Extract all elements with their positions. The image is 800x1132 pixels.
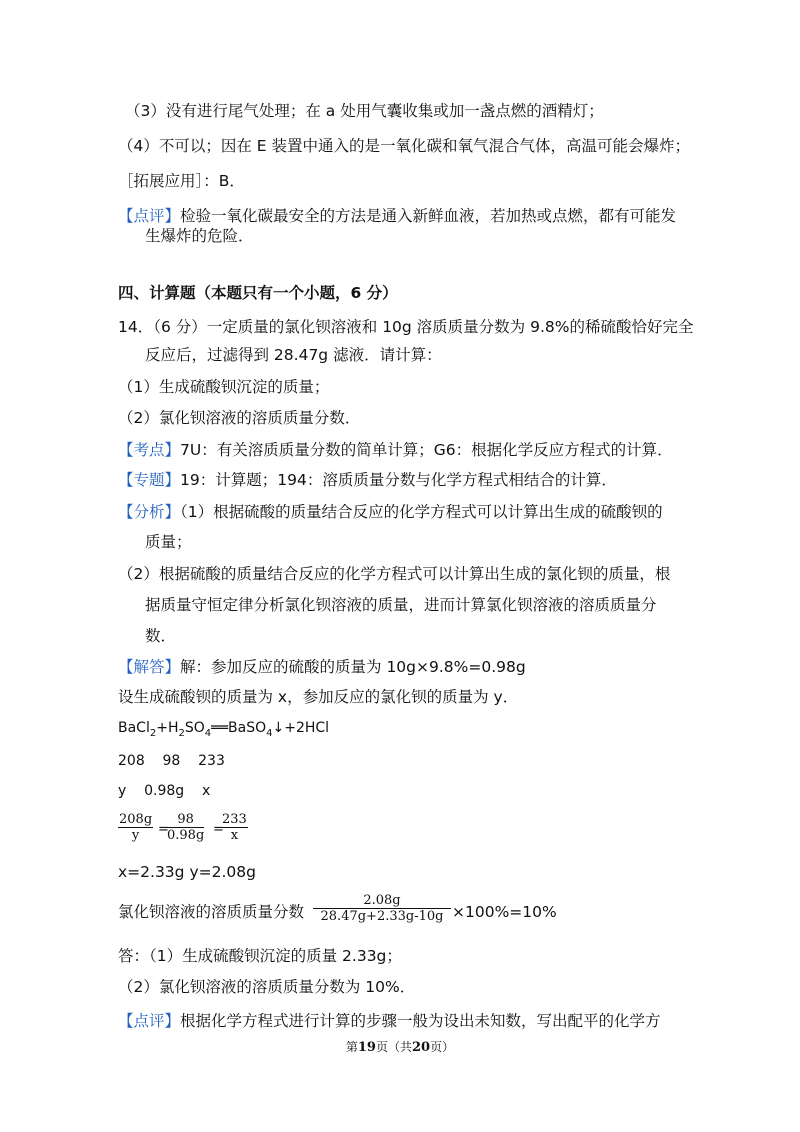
chemical-equation: $BaCl_2+H_2SO_4══BaSO_4↓+2HCl$	[118, 720, 330, 739]
page-footer: 第19页（共20页）	[345, 1040, 455, 1055]
question-14: 14．（6 分）一定质量的氯化钡溶液和 10g 溶质质量分数为 9.8%的稀硫酸恰好完全	[118, 318, 694, 336]
jieda-text: 解：参加反应的硫酸的质量为 10g×9.8%=0.98g	[180, 658, 526, 676]
comment-line	[118, 206, 676, 226]
percentage-suffix: ×100%=10%	[452, 903, 557, 921]
section-title: 四、计算题（本题只有一个小题，6 分）	[118, 284, 398, 302]
kaodian-tag: 【考点】	[118, 441, 181, 459]
equals-sign: =	[213, 822, 224, 837]
zhuanti-tag: 【专题】	[118, 471, 181, 489]
zhuanti-line	[118, 470, 617, 490]
extension-answer: ［拓展应用］：B．	[118, 172, 245, 190]
fenxi-line-c: （2）根据硫酸的质量结合反应的化学方程式可以计算出生成的氯化钡的质量，根	[118, 565, 671, 583]
page-number: 19	[357, 1040, 376, 1055]
answer-2: （2）氯化钡溶液的溶质质量分数为 10%．	[118, 978, 416, 996]
comment-tag: 【点评】	[118, 207, 181, 225]
question-14-part1: （1）生成硫酸钡沉淀的质量；	[118, 378, 330, 396]
question-14-part2: （2）氯化钡溶液的溶质质量分数．	[118, 409, 361, 427]
kaodian-line	[118, 440, 673, 460]
jieda-line	[118, 657, 526, 677]
fenxi-text: （1）根据硫酸的质量结合反应的化学方程式可以计算出生成的硫酸钡的	[180, 503, 663, 521]
dianping-text: 根据化学方程式进行计算的步骤一般为设出未知数，写出配平的化学方	[180, 1012, 661, 1030]
comment-line-cont: 生爆炸的危险．	[145, 227, 254, 245]
fenxi-line-d: 据质量守恒定律分析氯化钡溶液的质量，进而计算氯化钡溶液的溶质质量分	[145, 596, 657, 614]
jieda-tag: 【解答】	[118, 658, 181, 676]
answer-1: 答：（1）生成硫酸钡沉淀的质量 2.33g；	[118, 947, 402, 965]
known-values: y 0.98g x	[118, 783, 211, 799]
question-14-cont: 反应后，过滤得到 28.47g 滤液．请计算：	[145, 346, 442, 364]
answer-line-4: （4）不可以；因在 E 装置中通入的是一氧化碳和氧气混合气体，高温可能会爆炸；	[118, 137, 691, 155]
equals-sign: =	[158, 822, 169, 837]
fraction-233-x: $\frac{233}{x}$	[222, 812, 247, 843]
zhuanti-text: 19：计算题；194：溶质质量分数与化学方程式相结合的计算．	[180, 471, 617, 489]
molar-masses: 208 98 233	[118, 753, 225, 769]
fenxi-line-e: 数．	[145, 627, 177, 645]
fenxi-tag: 【分析】	[118, 503, 181, 521]
kaodian-text: 7U：有关溶质质量分数的简单计算；G6：根据化学反应方程式的计算．	[180, 441, 673, 459]
percentage-prefix: 氯化钡溶液的溶质质量分数	[118, 903, 305, 921]
result-line: x=2.33g y=2.08g	[118, 863, 256, 881]
dianping-tag: 【点评】	[118, 1012, 181, 1030]
dianping-line	[118, 1011, 661, 1031]
answer-line-3: （3）没有进行尾气处理；在 a 处用气囊收集或加一盏点燃的酒精灯；	[125, 102, 604, 120]
fraction-98-0.98g: $\frac{98}{0.98g}$	[167, 812, 205, 843]
fenxi-line	[118, 502, 663, 522]
fraction-208g-y: $\frac{208g}{y}$	[119, 812, 153, 843]
set-unknowns: 设生成硫酸钡的质量为 x，参加反应的氯化钡的质量为 y．	[118, 688, 519, 706]
page-total: 20	[412, 1040, 431, 1055]
comment-text: 检验一氧化碳最安全的方法是通入新鲜血液，若加热或点燃，都有可能发	[180, 207, 677, 225]
percentage-fraction: $\frac{2.08g}{28.47g+2.33g-10g}$	[313, 893, 451, 924]
fenxi-line-b: 质量；	[145, 533, 192, 551]
